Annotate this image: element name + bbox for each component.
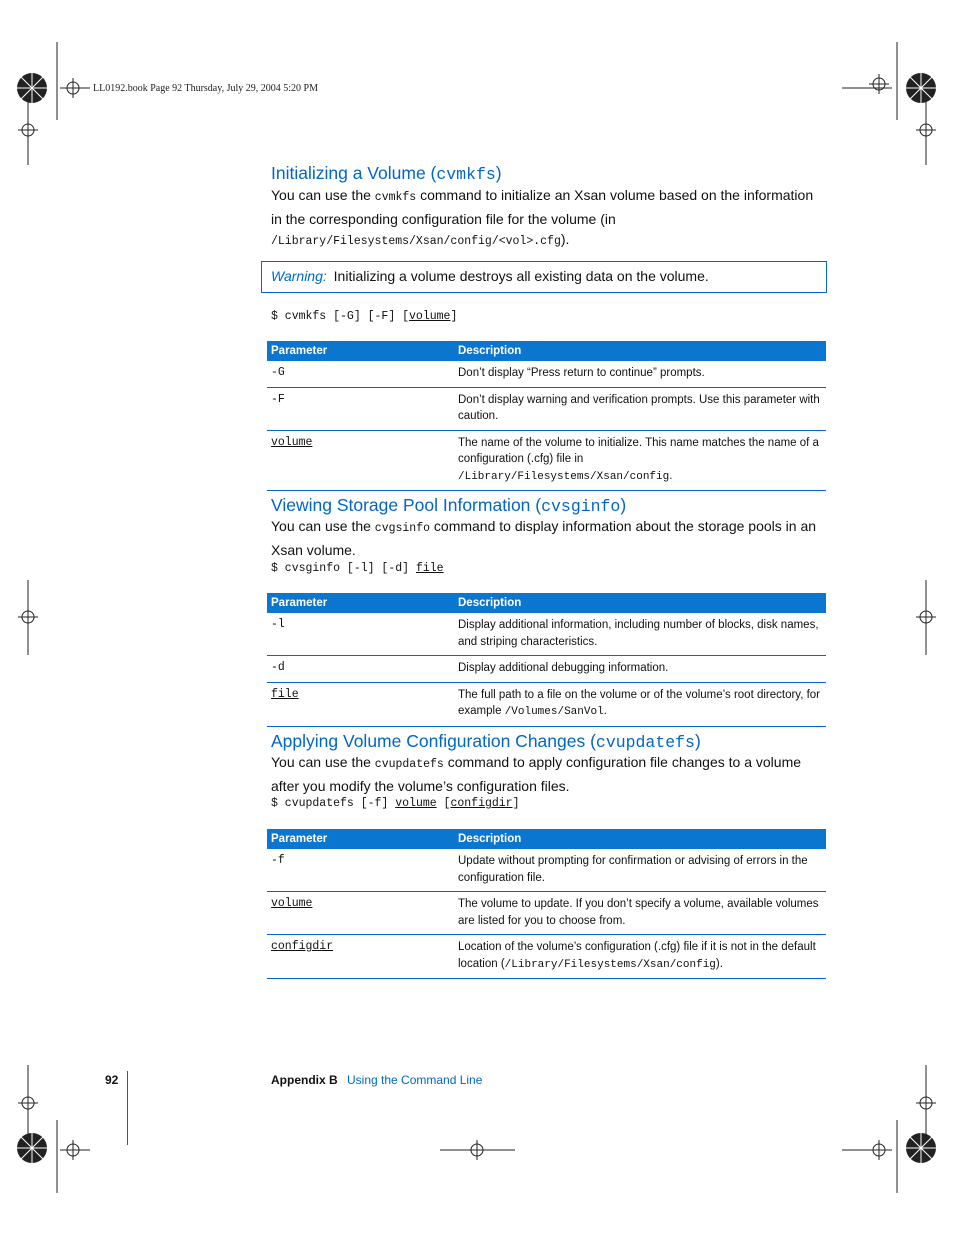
- warning-box: [261, 261, 827, 293]
- page-number: 92: [105, 1073, 119, 1087]
- cvmkfs-command-syntax: $ cvmkfs [-G] [-F] [volume]: [271, 310, 458, 323]
- table-header-row: Parameter Description: [267, 341, 826, 361]
- table-row: file The full path to a file on the volume or of the volume’s root directory, for example /Volumes/SanVol.: [267, 682, 826, 726]
- cvupdatefs-command-syntax: $ cvupdatefs [-f] volume [configdir]: [271, 797, 520, 810]
- warning-label: Warning:: [271, 268, 327, 284]
- cvupdatefs-parameter-table: [267, 829, 826, 979]
- table-row: -G Don’t display “Press return to continue” prompts.: [267, 361, 826, 387]
- table-row: -f Update without prompting for confirmation or advising of errors in the configuration file.: [267, 849, 826, 892]
- warning-text: Initializing a volume destroys all existing data on the volume.: [333, 268, 709, 284]
- print-header-stamp: LL0192.book Page 92 Thursday, July 29, 2004 5:20 PM: [93, 83, 318, 94]
- section3-paragraph: You can use the cvupdatefs command to apply configuration file changes to a volume after you modify the volume’s configuration files.: [271, 754, 802, 794]
- footer-chapter-title: Using the Command Line: [347, 1073, 483, 1087]
- table-row: -l Display additional information, including number of blocks, disk names, and striping characteristics.: [267, 613, 826, 656]
- table-row: -F Don’t display warning and verification prompts. Use this parameter with caution.: [267, 387, 826, 430]
- section-title-storage-pool-info: Viewing Storage Pool Information (cvsginfo): [271, 495, 627, 516]
- table-header-row: Parameter Description: [267, 593, 826, 613]
- footer-appendix: Appendix B: [271, 1073, 338, 1087]
- table-header-row: Parameter Description: [267, 829, 826, 849]
- cvmkfs-parameter-table: [267, 341, 826, 491]
- section-title-applying-config-changes: Applying Volume Configuration Changes (cvupdatefs): [271, 731, 701, 752]
- section1-paragraph: You can use the cvmkfs command to initialize an Xsan volume based on the information in the corresponding configuration file for the volume (in /Library/Filesystems/Xsan/config/<vol>.cfg).: [271, 187, 814, 248]
- section2-paragraph: You can use the cvgsinfo command to display information about the storage pools in an Xsan volume.: [271, 518, 817, 558]
- cvsginfo-parameter-table: [267, 593, 826, 727]
- table-row: volume The name of the volume to initialize. This name matches the name of a configuration (.cfg) file in /Library/Filesystems/Xsan/config.: [267, 430, 826, 491]
- table-row: -d Display additional debugging information.: [267, 656, 826, 683]
- footer-divider: [127, 1071, 128, 1145]
- table-row: volume The volume to update. If you don’t specify a volume, available volumes are listed for you to choose from.: [267, 892, 826, 935]
- cvsginfo-command-syntax: $ cvsginfo [-l] [-d] file: [271, 562, 444, 575]
- section-title-initializing-volume: Initializing a Volume (cvmkfs): [271, 163, 502, 184]
- table-row: configdir Location of the volume’s configuration (.cfg) file if it is not in the default location (/Library/Filesystems/Xsan/config).: [267, 935, 826, 979]
